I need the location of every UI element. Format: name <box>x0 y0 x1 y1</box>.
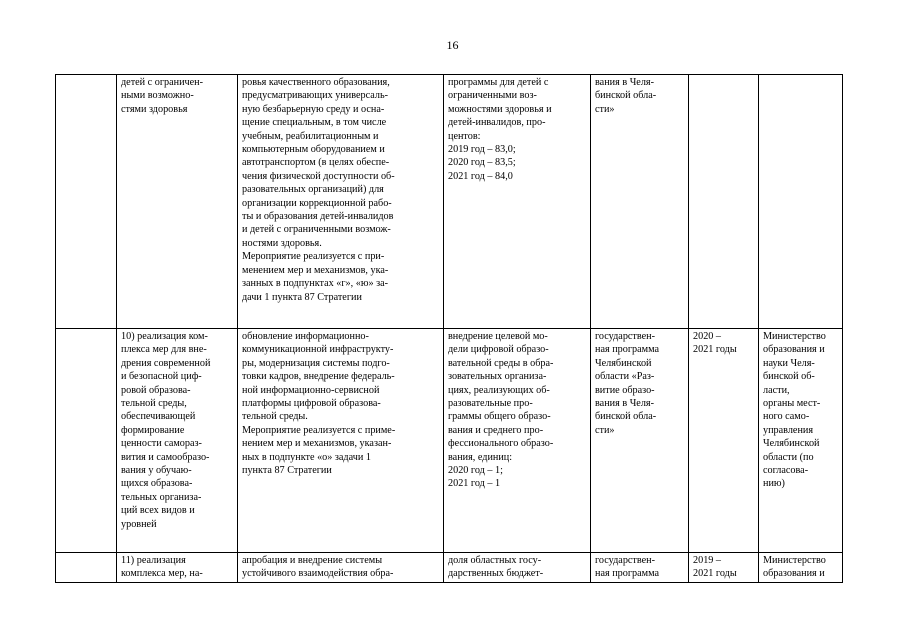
cell-line: 2019 год – 83,0; <box>448 144 516 156</box>
cell-line: ций всех видов и <box>121 505 195 517</box>
task-cell <box>117 329 238 553</box>
cell-line: Мероприятие реализуется с при- <box>242 251 385 263</box>
indicator-cell <box>444 75 591 329</box>
cell-line: дачи 1 пункта 87 Стратегии <box>242 291 362 303</box>
cell-line: ровой образова- <box>121 384 191 396</box>
cell-line: государствен- <box>595 331 655 342</box>
cell-line: 2020 год – 1; <box>448 465 503 477</box>
indicator-cell <box>444 329 591 553</box>
cell-line: тельных организа- <box>121 491 202 503</box>
period-cell <box>689 553 759 583</box>
program-cell <box>591 553 689 583</box>
cell-line: программы для детей с <box>448 77 549 88</box>
number-cell <box>56 553 117 583</box>
cell-line: дрения современной <box>121 357 211 369</box>
executor-cell <box>759 329 843 553</box>
cell-line: коммуникационной инфраструкту- <box>242 344 394 356</box>
task-cell <box>117 75 238 329</box>
cell-line: вания, единиц: <box>448 451 513 463</box>
cell-line: вания в Челя- <box>595 77 654 88</box>
cell-line: апробация и внедрение системы <box>242 555 383 566</box>
cell-line: 2021 год – 1 <box>448 478 501 490</box>
cell-line: управления <box>763 424 814 436</box>
measure-cell <box>238 329 444 553</box>
cell-line: детей с ограничен- <box>121 77 204 88</box>
cell-line: 2020 год – 83,5; <box>448 157 516 169</box>
cell-line: комплекса мер, на- <box>121 568 203 580</box>
cell-line: платформы цифровой образова- <box>242 398 381 410</box>
cell-line: 2021 годы <box>693 568 737 580</box>
measure-cell <box>238 75 444 329</box>
cell-line: органы мест- <box>763 398 821 410</box>
program-cell <box>591 329 689 553</box>
cell-line: ценности самораз- <box>121 438 202 450</box>
cell-line: бинской об- <box>763 371 815 383</box>
cell-line: разовательные про- <box>448 398 533 410</box>
task-cell <box>117 553 238 583</box>
cell-line: стями здоровья <box>121 103 188 115</box>
cell-line: ласти, <box>763 384 790 396</box>
cell-line: центов: <box>448 130 481 142</box>
cell-line: ными возможно- <box>121 90 194 102</box>
program-cell <box>591 75 689 329</box>
cell-line: 2020 – <box>693 331 722 342</box>
cell-line: ную безбарьерную среду и осна- <box>242 103 385 115</box>
cell-line: тельной среды, <box>121 398 187 410</box>
cell-line: вательной среды в обра- <box>448 357 554 369</box>
cell-line: нию) <box>763 478 785 490</box>
indicator-cell <box>444 553 591 583</box>
cell-line: дели цифровой образо- <box>448 344 549 356</box>
cell-line: и безопасной циф- <box>121 371 202 383</box>
cell-line: вития и самообразо- <box>121 451 210 463</box>
cell-line: бинской обла- <box>595 90 657 102</box>
cell-line: разовательных организаций) для <box>242 184 384 196</box>
cell-line: циях, реализующих об- <box>448 384 550 396</box>
cell-line: 2019 – <box>693 555 722 566</box>
period-cell <box>689 329 759 553</box>
cell-line: ных в подпункте «о» задачи 1 <box>242 451 371 463</box>
table-row <box>56 553 843 583</box>
cell-line: сти» <box>595 103 615 115</box>
period-cell <box>689 75 759 329</box>
cell-line: витие образо- <box>595 384 655 396</box>
cell-line: дарственных бюджет- <box>448 568 544 580</box>
cell-line: ностями здоровья. <box>242 237 322 249</box>
measures-table <box>55 74 843 583</box>
cell-line: ная программа <box>595 344 659 356</box>
cell-line: бинской обла- <box>595 411 657 423</box>
cell-line: области (по <box>763 451 814 463</box>
cell-line: предусматривающих универсаль- <box>242 90 388 102</box>
cell-line: и детей с ограниченными возмож- <box>242 224 391 236</box>
cell-line: 11) реализация <box>121 555 186 566</box>
cell-line: Министерство <box>763 555 826 566</box>
cell-line: тельной среды. <box>242 411 308 423</box>
cell-line: науки Челя- <box>763 357 815 369</box>
cell-line: ограниченными воз- <box>448 90 537 102</box>
cell-line: образования и <box>763 344 825 356</box>
cell-line: детей-инвалидов, про- <box>448 117 546 129</box>
cell-line: 10) реализация ком- <box>121 331 208 342</box>
page-number: 16 <box>446 38 459 52</box>
cell-line: устойчивого взаимодействия обра- <box>242 568 394 580</box>
cell-line: ты и образования детей-инвалидов <box>242 211 394 223</box>
cell-line: ры, модернизация системы подго- <box>242 357 390 369</box>
cell-line: занных в подпунктах «г», «ю» за- <box>242 278 389 290</box>
cell-line: вания в Челя- <box>595 398 654 410</box>
cell-line: плекса мер для вне- <box>121 344 207 356</box>
cell-line: фессионального образо- <box>448 438 554 450</box>
executor-cell <box>759 553 843 583</box>
cell-line: сти» <box>595 424 615 436</box>
cell-line: можностями здоровья и <box>448 103 552 115</box>
cell-line: учебным, реабилитационным и <box>242 130 379 142</box>
cell-line: доля областных госу- <box>448 555 542 566</box>
table-row <box>56 75 843 329</box>
cell-line: обеспечивающей <box>121 411 196 423</box>
cell-line: области «Раз- <box>595 371 655 383</box>
cell-line: Мероприятие реализуется с приме- <box>242 424 396 436</box>
cell-line: формирование <box>121 424 185 436</box>
cell-line: согласова- <box>763 465 809 477</box>
cell-line: автотранспортом (в целях обеспе- <box>242 157 390 169</box>
cell-line: Челябинской <box>763 438 820 450</box>
cell-line: 2021 год – 84,0 <box>448 170 513 182</box>
cell-line: щихся образова- <box>121 478 193 490</box>
cell-line: граммы общего образо- <box>448 411 551 423</box>
cell-line: Министерство <box>763 331 826 342</box>
cell-line: ровья качественного образования, <box>242 77 390 88</box>
cell-line: уровней <box>121 518 157 530</box>
cell-line: компьютерным оборудованием и <box>242 144 385 156</box>
cell-line: ная программа <box>595 568 659 580</box>
cell-line: щение специальным, в том числе <box>242 117 387 129</box>
cell-line: образования и <box>763 568 825 580</box>
cell-line: менением мер и механизмов, ука- <box>242 264 389 276</box>
number-cell <box>56 75 117 329</box>
cell-line: государствен- <box>595 555 655 566</box>
cell-line: вания и среднего про- <box>448 424 544 436</box>
table-row <box>56 329 843 553</box>
cell-line: пункта 87 Стратегии <box>242 465 332 477</box>
number-cell <box>56 329 117 553</box>
cell-line: обновление информационно- <box>242 331 369 342</box>
cell-line: 2021 годы <box>693 344 737 356</box>
cell-line: нением мер и механизмов, указан- <box>242 438 392 450</box>
cell-line: вания у обучаю- <box>121 465 192 477</box>
cell-line: внедрение целевой мо- <box>448 331 548 342</box>
cell-line: ной информационно-сервисной <box>242 384 380 396</box>
cell-line: Челябинской <box>595 357 652 369</box>
cell-line: чения физической доступности об- <box>242 170 395 182</box>
executor-cell <box>759 75 843 329</box>
measure-cell <box>238 553 444 583</box>
cell-line: товки кадров, внедрение федераль- <box>242 371 395 383</box>
cell-line: зовательных организа- <box>448 371 547 383</box>
cell-line: ного само- <box>763 411 810 423</box>
cell-line: организации коррекционной рабо- <box>242 197 392 209</box>
